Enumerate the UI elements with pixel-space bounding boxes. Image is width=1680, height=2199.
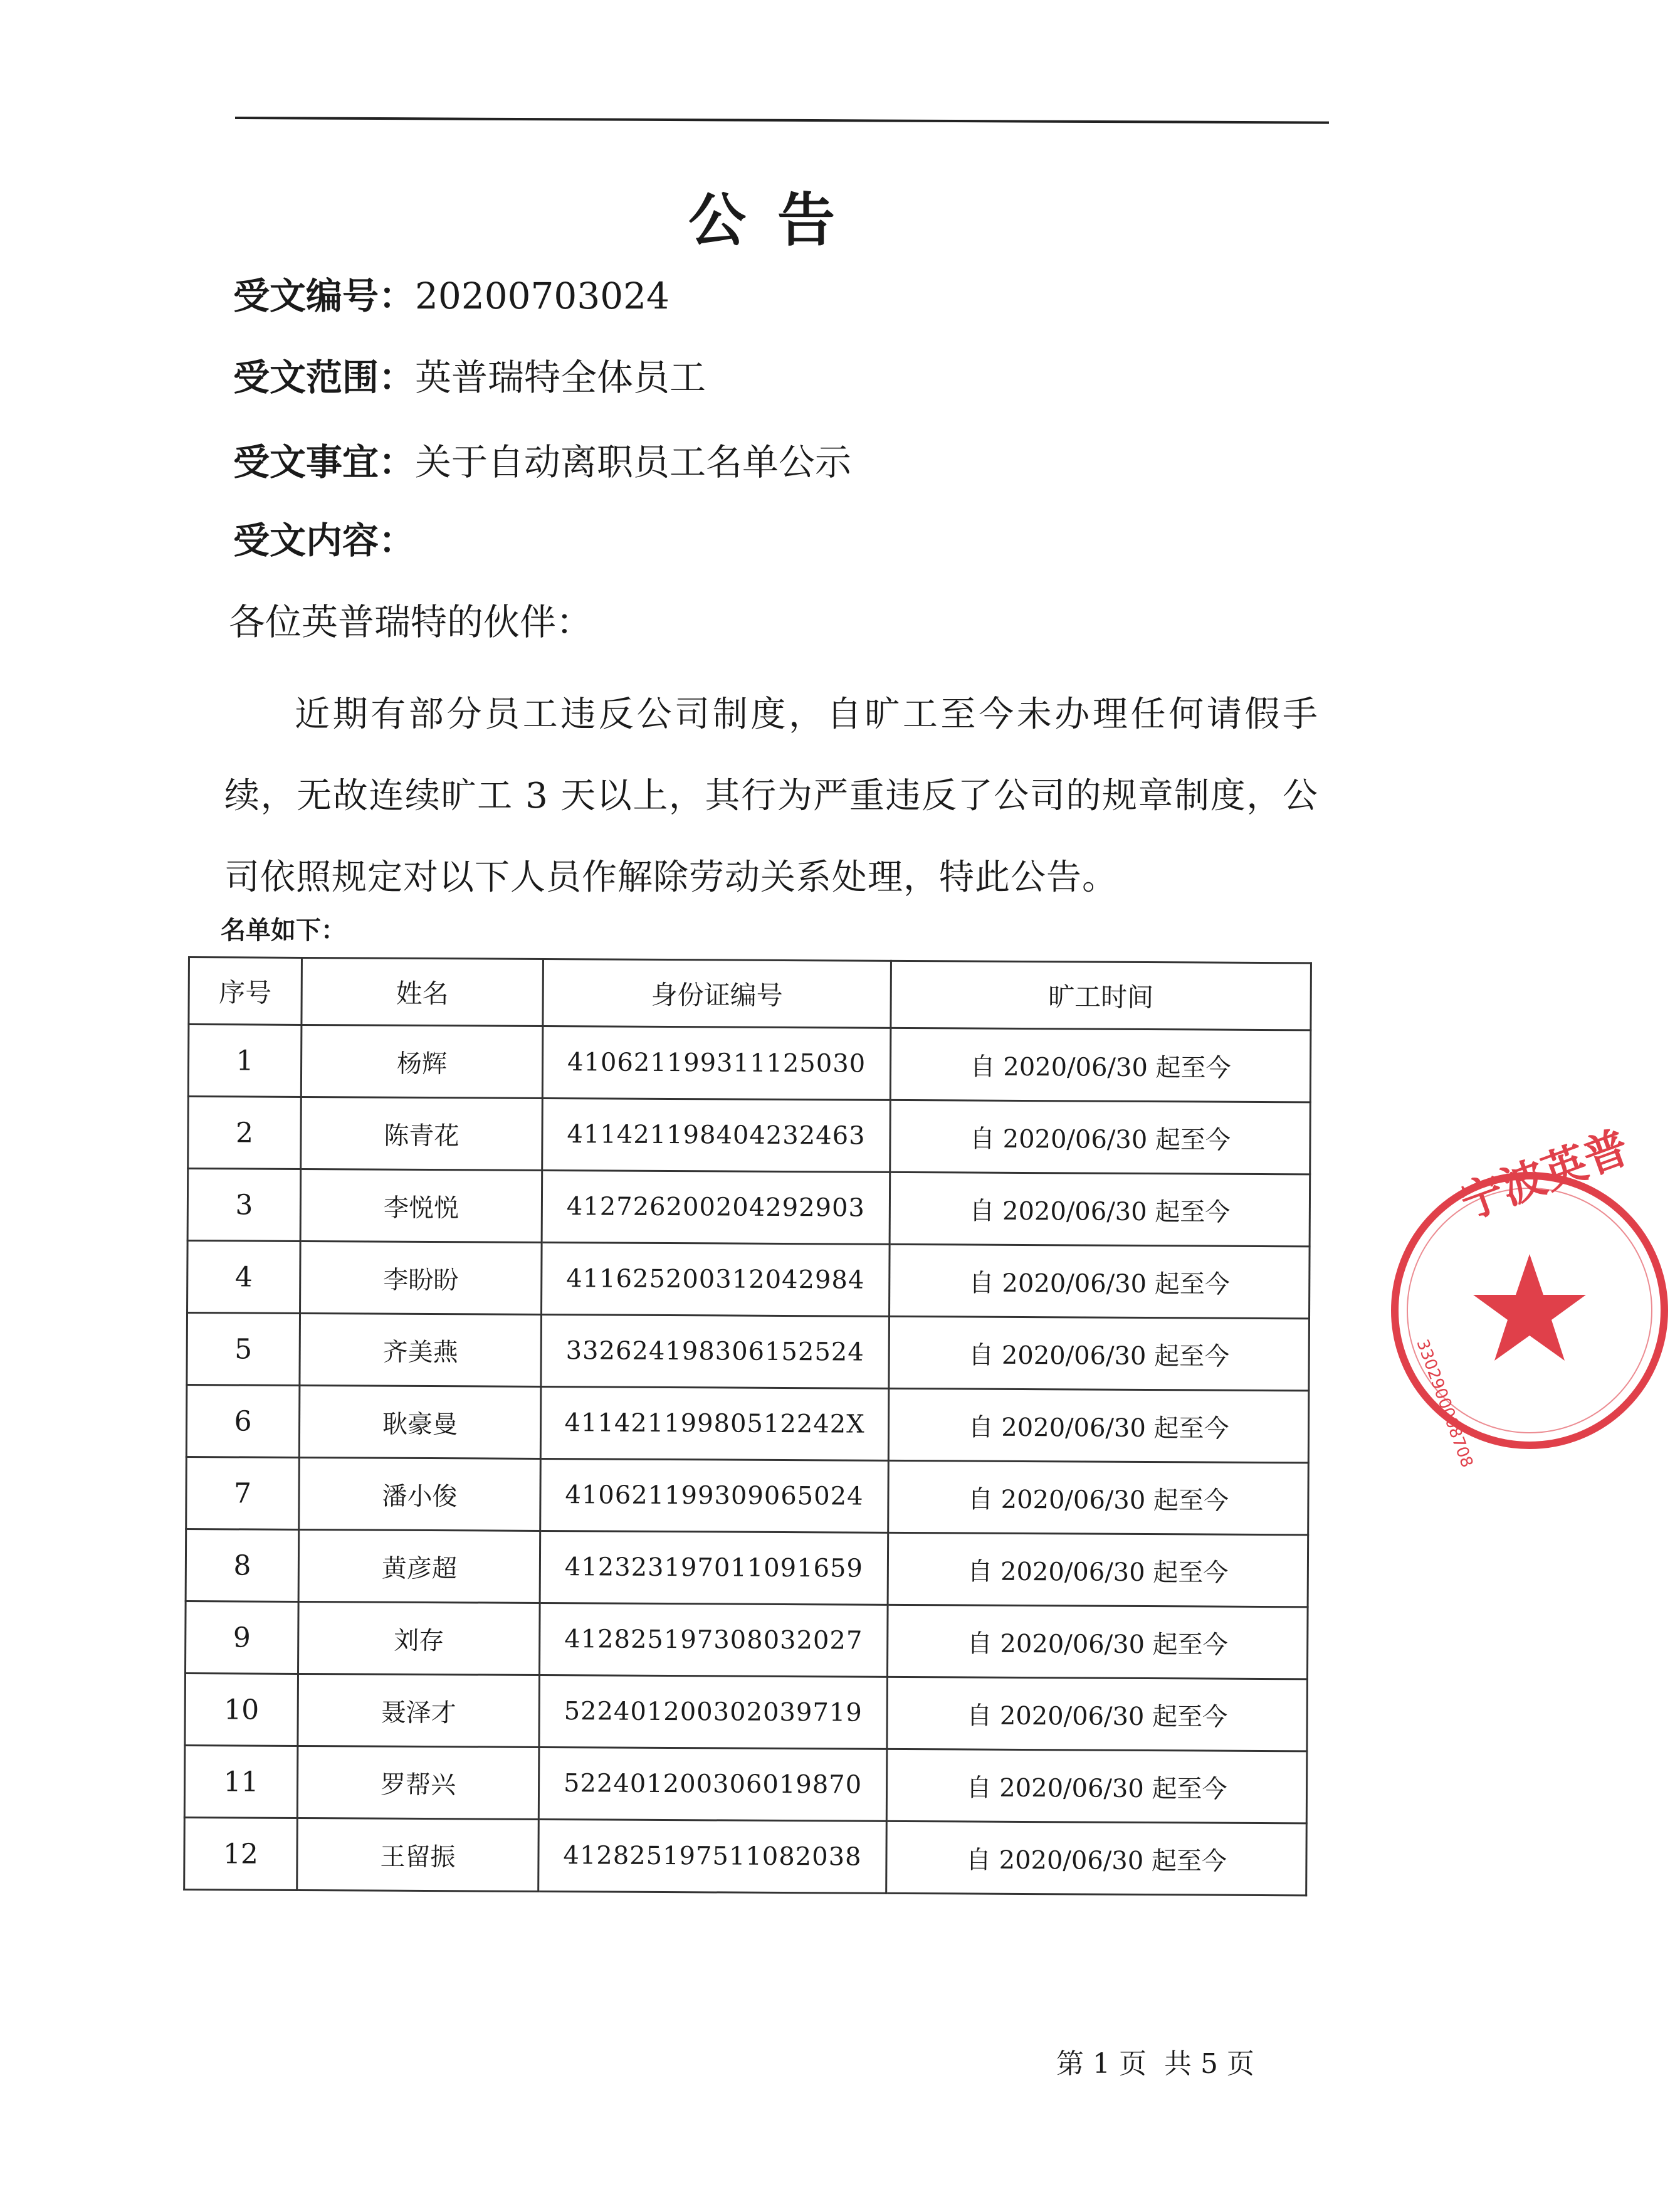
doc-scope-field [233,348,706,401]
row-seq: 2 [188,1097,302,1169]
row-id-number: 522401200306019870 [538,1747,887,1821]
row-name: 耿豪曼 [299,1385,541,1458]
doc-content-field [233,511,415,564]
roster-table [183,956,1312,1896]
row-seq: 1 [188,1025,302,1097]
row-name: 齐美燕 [300,1313,542,1386]
row-name: 李盼盼 [300,1241,542,1314]
table-row [186,1457,1309,1534]
table-header-row [189,957,1311,1030]
row-absence: 自 2020/06/30 起至今 [890,1028,1311,1102]
table-row [184,1745,1307,1823]
row-seq: 11 [184,1745,298,1818]
row-absence: 自 2020/06/30 起至今 [887,1605,1308,1679]
row-id-number: 412825197308032027 [540,1603,888,1677]
row-absence: 自 2020/06/30 起至今 [888,1388,1309,1463]
roster-table-wrapper [183,956,1310,1896]
table-row [186,1384,1309,1462]
row-name: 李悦悦 [300,1169,542,1242]
row-id-number: 522401200302039719 [539,1675,888,1749]
seal-text: 宁波英普 [1452,1121,1635,1230]
row-id-number: 412825197511082038 [538,1819,887,1893]
row-seq: 3 [187,1169,301,1242]
row-id-number: 332624198306152524 [541,1314,890,1388]
table-row [187,1313,1310,1391]
row-absence: 自 2020/06/30 起至今 [888,1532,1308,1607]
row-seq: 9 [186,1601,299,1674]
header-seq: 序号 [189,957,302,1025]
table-row [186,1529,1308,1606]
row-absence: 自 2020/06/30 起至今 [886,1749,1307,1823]
greeting: 各位英普瑞特的伙伴： [229,601,593,643]
table-row [185,1673,1308,1751]
list-heading: 名单如下： [221,916,346,945]
row-id-number: 410621199311125030 [542,1026,891,1100]
row-absence: 自 2020/06/30 起至今 [886,1821,1307,1896]
row-name: 刘存 [298,1601,540,1675]
table-row [187,1169,1310,1247]
doc-subject-value: 关于自动离职员工名单公示 [415,441,852,483]
doc-subject-label: 受文事宜： [233,441,416,483]
row-name: 陈青花 [301,1097,543,1170]
row-id-number: 410621199309065024 [540,1458,889,1532]
row-name: 罗帮兴 [297,1746,539,1819]
table-row [188,1025,1311,1102]
header-name: 姓名 [302,957,543,1026]
header-rule [235,117,1329,124]
row-seq: 12 [184,1817,298,1890]
doc-subject-field [233,433,851,485]
body-paragraph: 近期有部分员工违反公司制度，自旷工至今未办理任何请假手续，无故连续旷工 3 天以上，其行为严重违反了公司的规章制度，公司依照规定对以下人员作解除劳动关系处理，特此公告。 [224,694,1318,898]
doc-number-field [233,266,669,319]
row-id-number: 412726200204292903 [542,1170,890,1244]
table-body [184,1025,1311,1896]
row-seq: 6 [186,1384,300,1457]
row-absence: 自 2020/06/30 起至今 [887,1677,1308,1751]
row-absence: 自 2020/06/30 起至今 [889,1316,1310,1391]
doc-scope-label: 受文范围： [233,356,416,399]
row-seq: 7 [186,1457,300,1529]
table-row [187,1241,1310,1319]
row-name: 杨辉 [301,1025,543,1098]
row-absence: 自 2020/06/30 起至今 [888,1460,1309,1535]
row-absence: 自 2020/06/30 起至今 [890,1244,1310,1319]
row-seq: 4 [187,1241,301,1314]
page-footer [1056,2041,1254,2081]
row-name: 聂泽才 [298,1674,540,1747]
row-seq: 8 [186,1529,299,1601]
seal-star-icon [1473,1254,1586,1361]
row-name: 王留振 [297,1818,539,1891]
company-seal [1379,1121,1680,1470]
row-seq: 5 [187,1313,300,1386]
document-title: 公告 [688,186,866,254]
table-row [184,1817,1307,1895]
seal-code: 3302900008708 [1412,1337,1477,1470]
doc-content-label: 受文内容： [233,519,416,562]
row-id-number: 411421198404232463 [542,1098,891,1172]
header-absence: 旷工时间 [891,961,1311,1030]
row-id-number: 41142119980512242X [540,1386,889,1460]
header-id: 身份证编号 [543,959,891,1028]
row-absence: 自 2020/06/30 起至今 [890,1100,1311,1174]
row-seq: 10 [185,1673,298,1746]
page-current: 第 1 页 [1056,2048,1147,2080]
page-total: 共 5 页 [1163,2048,1254,2080]
row-absence: 自 2020/06/30 起至今 [890,1172,1310,1247]
row-id-number: 411625200312042984 [542,1242,890,1316]
table-row [186,1601,1308,1679]
doc-scope-value: 英普瑞特全体员工 [415,356,706,399]
row-id-number: 412323197011091659 [540,1531,888,1605]
table-row [188,1097,1311,1174]
row-name: 黄彦超 [298,1529,540,1603]
doc-number-label: 受文编号： [233,275,416,317]
doc-number-value: 20200703024 [415,275,669,317]
row-name: 潘小俊 [299,1457,541,1531]
